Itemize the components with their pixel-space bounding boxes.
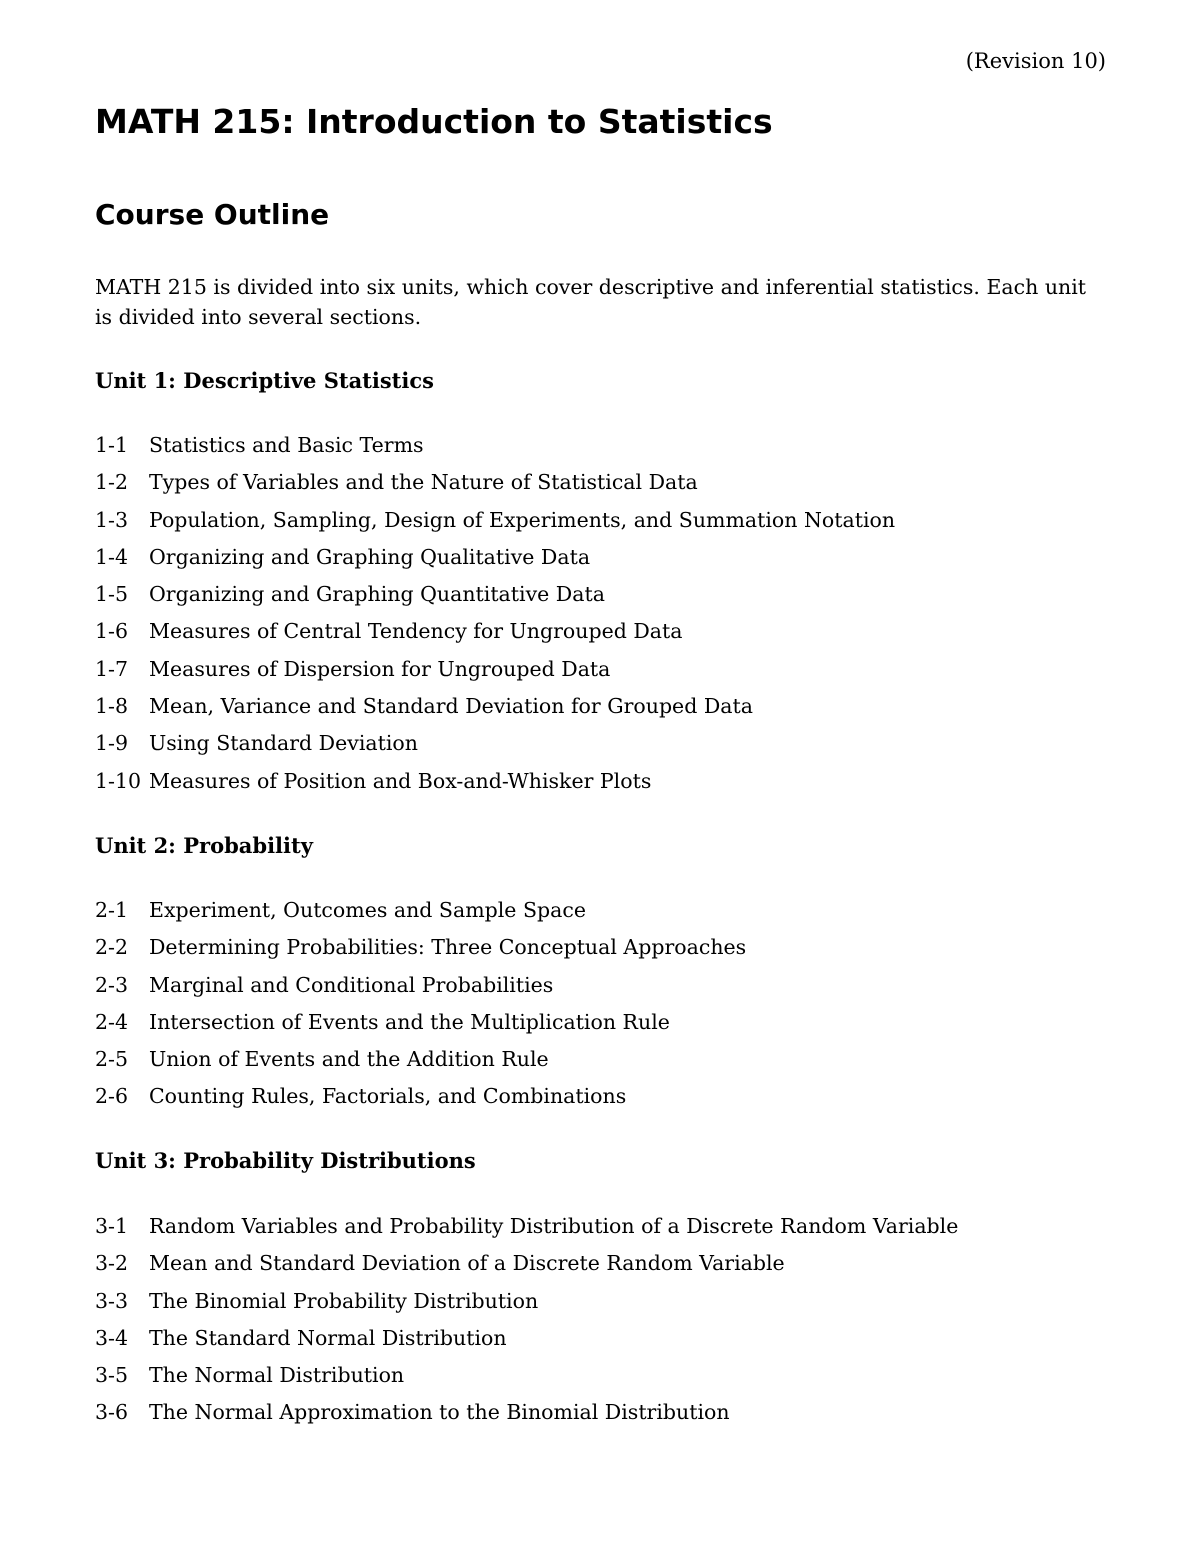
section-row (95, 1007, 746, 1044)
section-row (95, 542, 895, 579)
unit-1-heading: Unit 1: Descriptive Statistics (95, 368, 434, 393)
section-number: 3-4 (95, 1325, 129, 1350)
section-title: Population, Sampling, Design of Experiments, and Summation Notation (149, 507, 896, 532)
section-number: 2-1 (95, 898, 129, 922)
unit-3-section-list (95, 1211, 958, 1435)
section-row (95, 1044, 746, 1081)
section-title: Marginal and Conditional Probabilities (149, 972, 554, 997)
unit-2-section-list (95, 895, 746, 1119)
section-title: Determining Probabilities: Three Conceptual Approaches (149, 935, 747, 960)
section-title: Random Variables and Probability Distribution of a Discrete Random Variable (149, 1214, 959, 1238)
section-row (95, 728, 895, 765)
section-row (95, 766, 895, 803)
revision-label: (Revision 10) (965, 49, 1106, 73)
section-title: The Normal Approximation to the Binomial Distribution (149, 1400, 730, 1425)
section-row (95, 895, 746, 932)
unit-1-section-list (95, 430, 895, 803)
section-title: The Standard Normal Distribution (149, 1325, 507, 1350)
section-number: 1-6 (95, 619, 129, 644)
section-title: Organizing and Graphing Qualitative Data (149, 544, 591, 569)
section-title: Union of Events and the Addition Rule (149, 1047, 549, 1072)
section-number: 1-7 (95, 656, 129, 681)
section-number: 2-6 (95, 1084, 129, 1109)
section-row (95, 616, 895, 653)
section-title: The Binomial Probability Distribution (149, 1288, 539, 1313)
section-row (95, 1081, 746, 1118)
section-number: 1-3 (95, 507, 129, 532)
section-row (95, 1360, 958, 1397)
section-number: 1-4 (95, 544, 129, 569)
section-title: Intersection of Events and the Multiplication Rule (149, 1009, 670, 1034)
section-row (95, 579, 895, 616)
section-number: 1-8 (95, 694, 129, 719)
section-number: 3-6 (95, 1400, 129, 1425)
section-number: 2-2 (95, 935, 129, 960)
section-title: Counting Rules, Factorials, and Combinations (149, 1084, 627, 1109)
section-title: Organizing and Graphing Quantitative Data (149, 582, 605, 607)
unit-3-heading: Unit 3: Probability Distributions (95, 1148, 476, 1173)
section-row (95, 1323, 958, 1360)
section-number: 1-5 (95, 582, 129, 607)
section-number: 2-3 (95, 972, 129, 997)
section-number: 3-1 (95, 1214, 129, 1238)
section-number: 3-5 (95, 1363, 129, 1388)
section-title: Experiment, Outcomes and Sample Space (149, 898, 586, 922)
section-title: Types of Variables and the Nature of Statistical Data (149, 470, 698, 495)
section-title: Using Standard Deviation (149, 731, 418, 756)
section-row (95, 1397, 958, 1434)
section-number: 2-5 (95, 1047, 129, 1072)
section-number: 1-1 (95, 433, 129, 457)
section-title: Measures of Position and Box-and-Whisker Plots (149, 768, 652, 793)
section-title: Statistics and Basic Terms (149, 433, 424, 457)
section-title: Measures of Central Tendency for Ungrouped Data (149, 619, 683, 644)
section-row (95, 1286, 958, 1323)
section-row (95, 467, 895, 504)
section-number: 1-2 (95, 470, 129, 495)
section-row (95, 1211, 958, 1248)
section-row (95, 970, 746, 1007)
section-title: Mean, Variance and Standard Deviation for Grouped Data (149, 694, 753, 719)
section-row (95, 691, 895, 728)
course-outline-heading: Course Outline (95, 198, 330, 231)
section-number: 3-3 (95, 1288, 129, 1313)
section-number: 1-9 (95, 731, 129, 756)
section-number: 3-2 (95, 1251, 129, 1276)
intro-paragraph: MATH 215 is divided into six units, which cover descriptive and inferential statistics. Each unit is divided into several sections. (95, 275, 1087, 329)
unit-2-heading: Unit 2: Probability (95, 833, 313, 858)
section-row (95, 1248, 958, 1285)
section-row (95, 505, 895, 542)
course-title: MATH 215: Introduction to Statistics (95, 102, 773, 141)
section-number: 1-10 (95, 768, 142, 793)
section-row (95, 654, 895, 691)
section-row (95, 932, 746, 969)
section-title: Measures of Dispersion for Ungrouped Data (149, 656, 611, 681)
section-title: The Normal Distribution (149, 1363, 405, 1388)
section-number: 2-4 (95, 1009, 129, 1034)
section-title: Mean and Standard Deviation of a Discrete Random Variable (149, 1251, 785, 1276)
section-row (95, 430, 895, 467)
